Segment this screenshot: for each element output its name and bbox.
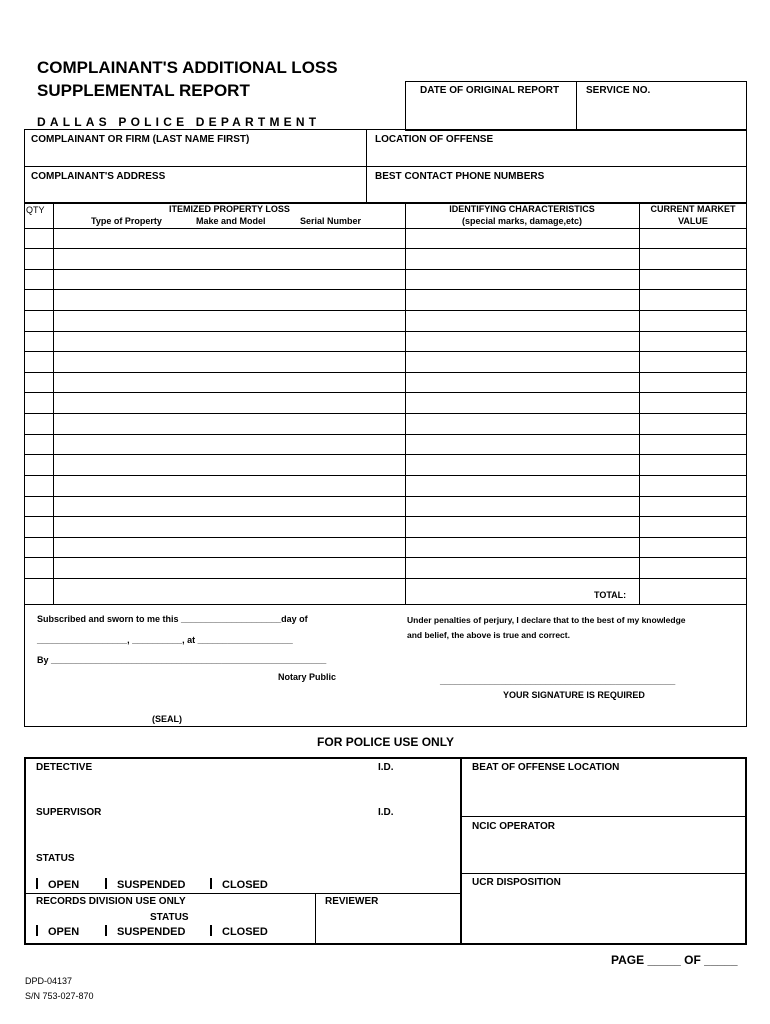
serial-number: S/N 753-027-870	[25, 991, 94, 1001]
records-closed-option[interactable]: CLOSED	[210, 925, 268, 938]
signature-line[interactable]: _______________________________________________	[440, 676, 676, 686]
service-number-label: SERVICE NO.	[586, 85, 651, 96]
ncic-label: NCIC OPERATOR	[472, 821, 555, 832]
page-counter: PAGE _____ OF _____	[611, 953, 738, 967]
status-closed-option[interactable]: CLOSED	[210, 878, 268, 891]
complainant-field[interactable]	[30, 148, 360, 164]
complainant-label: COMPLAINANT OR FIRM (LAST NAME FIRST)	[31, 134, 250, 145]
seal-label: (SEAL)	[152, 714, 182, 724]
supervisor-label: SUPERVISOR	[36, 807, 102, 818]
records-suspended-option[interactable]: SUSPENDED	[105, 925, 185, 938]
ucr-label: UCR DISPOSITION	[472, 877, 561, 888]
date-of-original-report-field[interactable]	[410, 102, 570, 124]
type-of-property-header: Type of Property	[91, 216, 162, 226]
phone-label: BEST CONTACT PHONE NUMBERS	[375, 171, 545, 182]
form-title-line1: COMPLAINANT'S ADDITIONAL LOSS	[37, 58, 338, 77]
records-division-label: RECORDS DIVISION USE ONLY	[36, 896, 186, 907]
serial-number-header: Serial Number	[300, 216, 362, 226]
status-open-option[interactable]: OPEN	[36, 878, 79, 891]
records-status-label: STATUS	[150, 912, 189, 923]
status-suspended-option[interactable]: SUSPENDED	[105, 878, 185, 891]
phone-field[interactable]	[372, 185, 742, 201]
value-subheader: VALUE	[678, 216, 708, 226]
location-label: LOCATION OF OFFENSE	[375, 134, 494, 145]
address-field[interactable]	[30, 185, 360, 201]
identifying-header: IDENTIFYING CHARACTERISTICS	[449, 204, 595, 214]
records-open-option[interactable]: OPEN	[36, 925, 79, 938]
form-number: DPD-04137	[25, 976, 73, 986]
date-place-line: __________________, __________, at ___________________	[37, 635, 293, 645]
service-number-field[interactable]	[581, 102, 741, 124]
police-use-heading: FOR POLICE USE ONLY	[317, 735, 454, 749]
department-name: DALLAS POLICE DEPARTMENT	[37, 115, 321, 129]
police-use-box	[24, 757, 747, 945]
perjury-line1: Under penalties of perjury, I declare that to the best of my knowledge	[407, 615, 686, 625]
identifying-subheader: (special marks, damage,etc)	[461, 216, 583, 226]
total-field[interactable]	[642, 582, 742, 602]
detective-id-label: I.D.	[378, 762, 394, 773]
by-line: By _______________________________________________________	[37, 655, 327, 665]
reviewer-label: REVIEWER	[325, 896, 379, 907]
qty-header: QTY	[26, 205, 45, 215]
beat-label: BEAT OF OFFENSE LOCATION	[472, 762, 620, 773]
address-label: COMPLAINANT'S ADDRESS	[31, 171, 166, 182]
total-label: TOTAL:	[594, 590, 627, 600]
make-model-header: Make and Model	[196, 216, 266, 226]
perjury-line2: and belief, the above is true and correct.	[407, 630, 570, 640]
sworn-line: Subscribed and sworn to me this ____________________day of	[37, 614, 308, 624]
signature-required-label: YOUR SIGNATURE IS REQUIRED	[503, 690, 645, 700]
status-label: STATUS	[36, 853, 75, 864]
date-of-original-report-label: DATE OF ORIGINAL REPORT	[420, 85, 560, 96]
location-field[interactable]	[372, 148, 742, 164]
form-title-line2: SUPPLEMENTAL REPORT	[37, 81, 250, 100]
detective-label: DETECTIVE	[36, 762, 93, 773]
value-header: CURRENT MARKET	[650, 204, 736, 214]
notary-public-label: Notary Public	[278, 672, 337, 682]
itemized-header: ITEMIZED PROPERTY LOSS	[169, 204, 290, 214]
supervisor-id-label: I.D.	[378, 807, 394, 818]
